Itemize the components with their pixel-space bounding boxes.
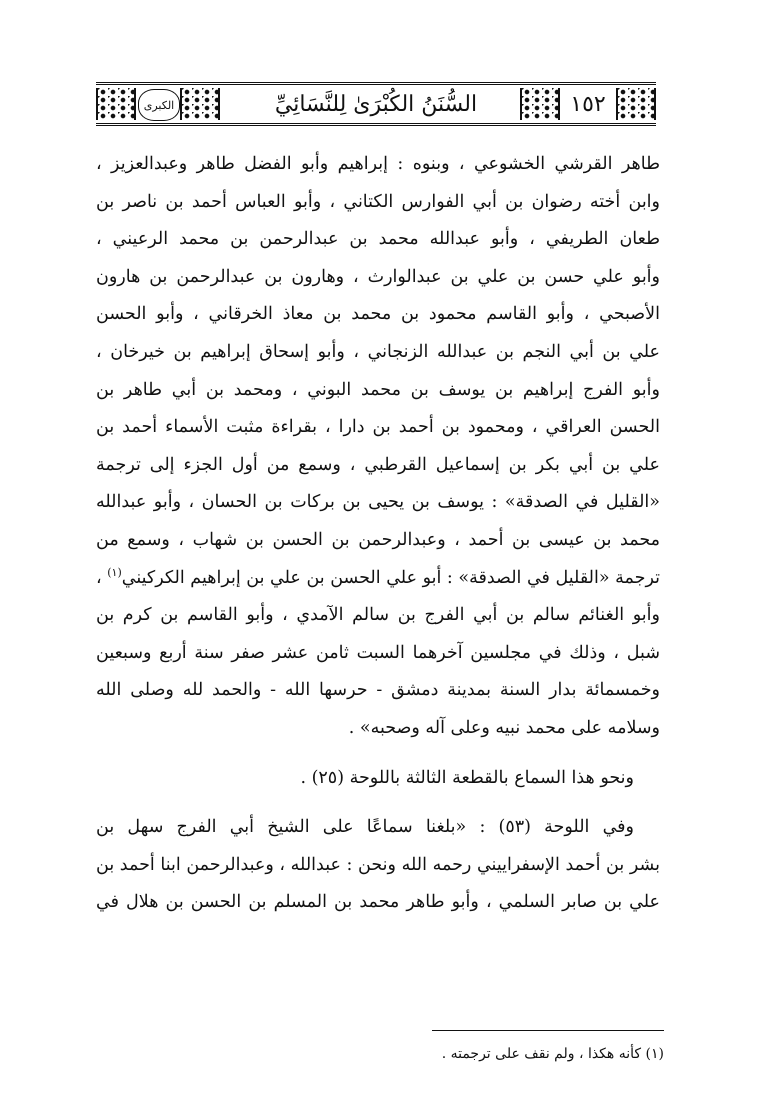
text-line-3: طعان الطريفي ، وأبو عبدالله محمد بن عبدالرحمن بن محمد الرعيني ، xyxy=(96,229,660,250)
page-header xyxy=(96,82,656,126)
text-line-18: وفي اللوحة (٥٣) : «بلغنا سماعًا على الشيخ أبي الفرج سهل بن xyxy=(96,817,634,838)
text-line-14: شبل ، وذلك في مجلسين آخرهما السبت ثامن عشر صفر سنة أربع وسبعين xyxy=(96,642,660,663)
ornament-left-inner xyxy=(180,88,220,120)
text-line-15: وخمسمائة بدار السنة بمدينة دمشق - حرسها الله - والحمد لله وصلى الله xyxy=(96,680,660,701)
text-line-13: وأبو الغنائم سالم بن أبي الفرج بن سالم الآمدي ، وأبو القاسم بن كرم بن xyxy=(96,605,660,626)
text-line-5: الأصبحي ، وأبو القاسم محمود بن محمد بن معاذ الخرقاني ، وأبو الحسن xyxy=(96,304,660,325)
text-line-8: الحسن العراقي ، ومحمود بن أحمد بن دارا ، بقراءة مثبت الأسماء أحمد بن xyxy=(96,417,660,438)
text-line-1: طاهر القرشي الخشوعي ، وبنوه : إبراهيم وأبو الفضل طاهر وعبدالعزيز ، xyxy=(96,154,660,174)
page-number: ١٥٢ xyxy=(570,92,606,117)
ornament-left-outer xyxy=(96,88,136,120)
footnote: (١) كأنه هكذا ، ولم نقف على ترجمته . xyxy=(441,1046,664,1062)
ornament-right-outer xyxy=(616,88,656,120)
text-line-9: علي بن أبي بكر بن إسماعيل القرطبي ، وسمع من أول الجزء إلى ترجمة xyxy=(96,454,660,475)
text-line-7: وأبو الفرج إبراهيم بن يوسف بن محمد البوني ، ومحمد بن أبي طاهر بن xyxy=(96,379,660,400)
footnote-marker[interactable]: (١) xyxy=(107,565,122,579)
text-line-10: «القليل في الصدقة» : يوسف بن يحيى بن بركات بن الحسان ، وأبو عبدالله xyxy=(96,492,660,513)
text-line-16: وسلامه على محمد نبيه وعلى آله وصحبه» . xyxy=(348,717,660,738)
text-line-12-main: ترجمة «القليل في الصدقة» : أبو علي الحسن بن علي بن إبراهيم الكركيني xyxy=(121,567,660,588)
ornament-right-inner xyxy=(520,88,560,120)
text-line-4: وأبو علي حسن بن علي بن عبدالوارث ، وهارون بن عبدالرحمن بن هارون xyxy=(96,266,660,287)
emblem-logo: الكبرى xyxy=(138,89,180,121)
main-text xyxy=(96,146,660,922)
text-line-12-tail: ، xyxy=(96,567,102,588)
text-line-2: وابن أخته رضوان بن أبي الفوارس الكتاني ، وأبو العباس أحمد بن ناصر بن xyxy=(96,191,660,212)
text-line-12 xyxy=(96,560,660,598)
text-line-11: محمد بن عيسى بن أحمد ، وعبدالرحمن بن الحسن بن شهاب ، وسمع من xyxy=(96,529,660,550)
footnote-divider xyxy=(432,1030,664,1031)
text-line-6: علي بن أبي النجم بن عبدالله الزنجاني ، وأبو إسحاق إبراهيم بن خيرخان ، xyxy=(96,341,660,362)
text-line-19: بشر بن أحمد الإسفراييني رحمه الله ونحن : عبدالله ، وعبدالرحمن ابنا أحمد بن xyxy=(96,854,660,875)
running-title: السُّنَنُ الكُبْرَىٰ لِلنَّسَائِيِّ xyxy=(274,92,478,117)
text-line-20: علي بن صابر السلمي ، وأبو طاهر محمد بن المسلم بن الحسن بن هلال في xyxy=(96,892,660,913)
text-line-17: ونحو هذا السماع بالقطعة الثالثة باللوحة (٢٥) . xyxy=(300,767,634,788)
